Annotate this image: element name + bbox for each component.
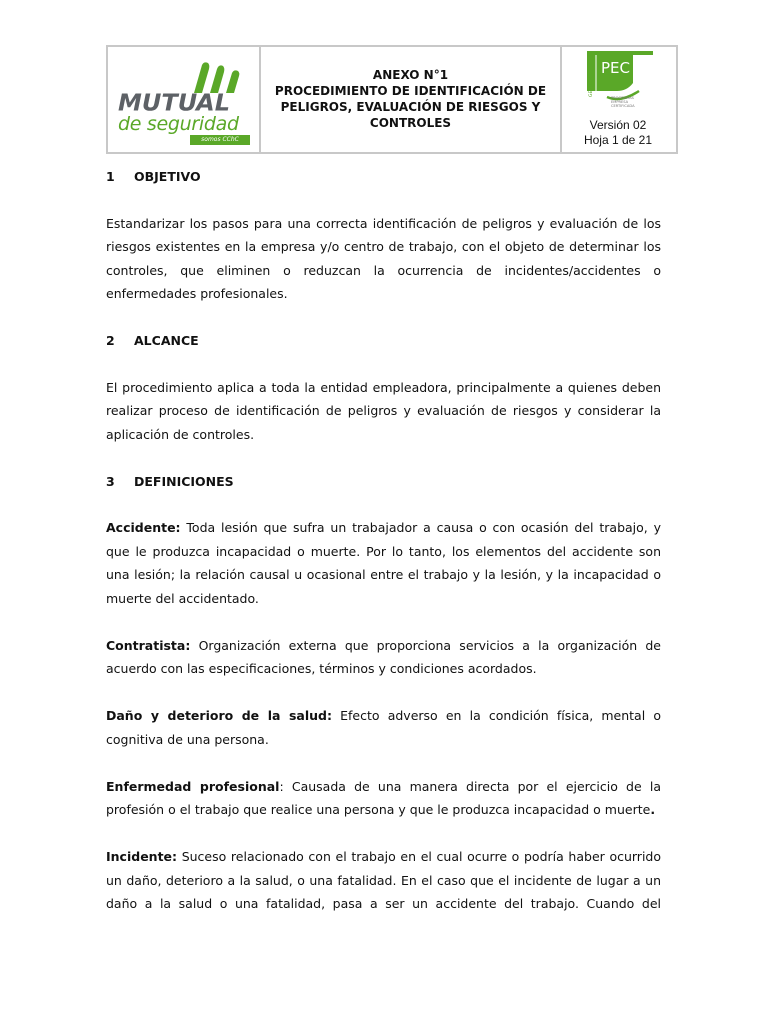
logo-brand-sub: de seguridad: [118, 113, 239, 135]
definition-text: Organización externa que proporciona servicios a la organización de acuerdo con las especificaciones, términos y condiciones acordados.: [106, 637, 661, 676]
badge-caption: CERTIFICADA: [611, 104, 635, 108]
definition-text: Toda lesión que sufra un trabajador a causa o con ocasión del trabajo, y que le produzca incapacidad o muerte. Por lo tanto, los elementos del accidente son una lesión; la relación causal u ocasional entre el trabajo y la lesión, y la incapacidad o muerte del accidentado.: [106, 520, 661, 606]
section-title: OBJETIVO: [134, 169, 201, 184]
title-line: ANEXO N°1: [372, 67, 449, 82]
meta-cell: [562, 47, 676, 152]
document-header: [106, 45, 678, 154]
definition-text: Suceso relacionado con el trabajo en el cual ocurre o podría haber ocurrido un daño, deterioro a la salud, o una fatalidad. En el caso que el incidente de lugar a un daño a la salud o una fatalidad, pasa a ser un accidente del trabajo. Cuando del: [106, 849, 661, 911]
title-line: PROCEDIMIENTO DE IDENTIFICACIÓN DE: [274, 83, 547, 98]
document-body: [106, 165, 661, 916]
definition-text: : Causada de una manera directa por el ejercicio de la profesión o el trabajo que realice una persona y que le produzca incapacidad o muerte: [106, 778, 661, 817]
definition-term: Contratista:: [106, 637, 191, 653]
definition-term: Accidente:: [106, 520, 181, 535]
definition-accidente: [106, 516, 661, 610]
logo-brand-main: MUTUAL: [118, 89, 231, 117]
logo-cell: [108, 47, 261, 152]
definition-contratista: [106, 634, 661, 681]
version-label: Versión 02: [589, 118, 647, 132]
section-number: 3: [106, 473, 115, 489]
definition-term: Enfermedad profesional: [106, 778, 280, 794]
title-cell: [261, 47, 562, 152]
logo-brand-tag: somos CChC: [190, 135, 250, 145]
definition-incidente: [106, 845, 661, 916]
section-heading-definiciones: [106, 470, 661, 493]
badge-caption: EMPRESA: [611, 100, 629, 104]
section-heading-alcance: [106, 329, 661, 352]
document-title: [275, 67, 546, 131]
section-heading-objetivo: [106, 165, 661, 188]
pec-badge-icon: [587, 51, 653, 113]
badge-side-text: GESTIÓN: [589, 76, 594, 97]
section-number: 2: [106, 333, 115, 348]
section-title: ALCANCE: [134, 333, 199, 348]
title-line: PELIGROS, EVALUACIÓN DE RIESGOS Y: [280, 99, 541, 114]
alcance-paragraph: El procedimiento aplica a toda la entidad empleadora, principalmente a quienes deben realizar proceso de identificación de peligros y evaluación de riesgos y considerar la aplicación de controles.: [106, 379, 661, 442]
title-line: CONTROLES: [369, 115, 452, 130]
definition-dano: [106, 704, 661, 751]
section-title: DEFINICIONES: [134, 473, 234, 489]
objetivo-paragraph: Estandarizar los pasos para una correcta identificación de peligros y evaluación de los riesgos existentes en la empresa y/o centro de trabajo, con el objeto de determinar los controles, que eliminen o reduzcan la ocurrencia de incidentes/accidentes o enfermedades profesionales.: [106, 215, 661, 301]
definition-enfermedad: [106, 775, 661, 822]
definition-term: Daño y deterioro de la salud:: [106, 708, 332, 723]
definition-text: Efecto adverso en la condición física, mental o cognitiva de una persona.: [106, 708, 661, 747]
sheet-label: Hoja 1 de 21: [583, 133, 653, 147]
section-number: 1: [106, 169, 115, 184]
badge-text: PEC: [601, 59, 630, 77]
badge-caption: PROGRAMAS: [611, 96, 634, 100]
definition-term: Incidente:: [106, 849, 178, 864]
definition-end: .: [650, 802, 656, 817]
